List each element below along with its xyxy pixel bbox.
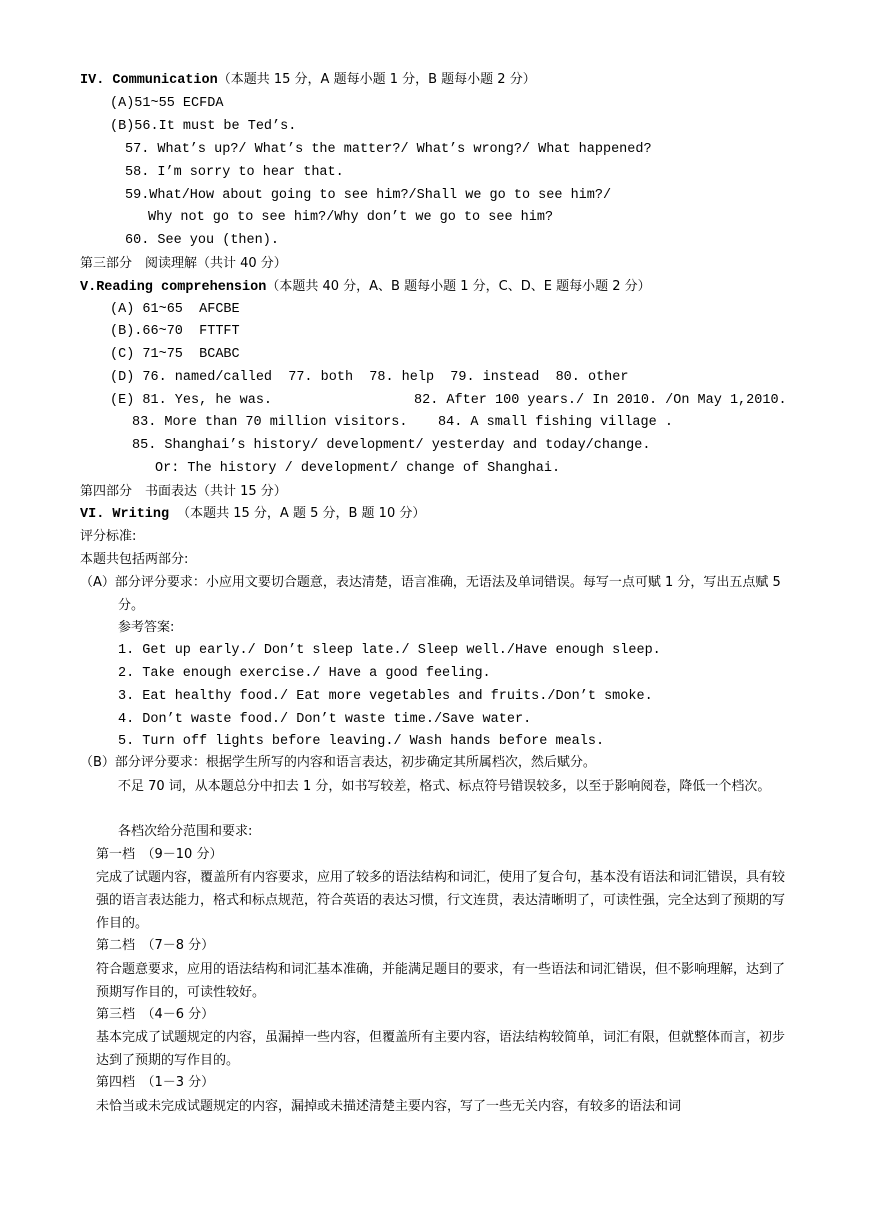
level-two-text: 符合题意要求，应用的语法结构和词汇基本准确，并能满足题目的要求，有一些语法和词汇错误，但不影响理解，达到了预期写作目的，可读性较好。	[96, 962, 786, 1000]
section-iv-heading	[80, 70, 536, 90]
reference-answer: 4. Don’t waste food./ Don’t waste time./Save water.	[118, 712, 532, 727]
answer-line: (C) 71~75 BCABC	[110, 347, 240, 362]
answer-line: 59.What/How about going to see him?/Shall we go to see him?/	[125, 188, 612, 203]
level-four-text: 未恰当或未完成试题规定的内容，漏掉或未描述清楚主要内容，写了一些无关内容，有较多的语法和词	[96, 1099, 682, 1114]
part-three-title: 第三部分 阅读理解（共计 40 分）	[80, 256, 287, 271]
section-iv-title: IV. Communication	[80, 73, 218, 88]
reference-answer: 2. Take enough exercise./ Have a good feeling.	[118, 666, 491, 681]
answer-line: 85. Shanghai’s history/ development/ yesterday and today/change.	[132, 438, 651, 453]
answer-line: Or: The history / development/ change of Shanghai.	[155, 461, 561, 476]
answer-line: (B).66~70 FTTFT	[110, 324, 240, 339]
answer-line: (A) 61~65 AFCBE	[110, 302, 240, 317]
level-one-title: 第一档 （9－10 分）	[96, 847, 223, 862]
answer-line: 60. See you (then).	[125, 233, 279, 248]
criteria-label: 评分标准:	[80, 529, 137, 544]
section-vi-note: （本题共 15 分，A 题 5 分，B 题 10 分）	[177, 506, 426, 521]
reference-answer-label: 参考答案:	[118, 620, 175, 635]
intro-text: 本题共包括两部分:	[80, 552, 189, 567]
answer-line: (E) 81. Yes, he was.	[110, 393, 273, 408]
answer-line: 82. After 100 years./ In 2010. /On May 1,2010.	[414, 393, 787, 408]
part-b-requirements: （B）部分评分要求：根据学生所写的内容和语言表达，初步确定其所属档次，然后赋分。	[80, 755, 596, 770]
section-v-title: V.Reading comprehension	[80, 280, 267, 295]
answer-line: Why not go to see him?/Why don’t we go to see him?	[148, 210, 554, 225]
part-a-requirements: （A）部分评分要求：小应用文要切合题意，表达清楚，语言准确，无语法及单词错误。每写一点可赋 1 分，写出五点赋 5 分。	[80, 575, 781, 613]
level-four-title: 第四档 （1－3 分）	[96, 1075, 215, 1090]
level-three-text: 基本完成了试题规定的内容，虽漏掉一些内容，但覆盖所有主要内容，语法结构较简单，词汇有限，但就整体而言，初步达到了预期的写作目的。	[96, 1030, 786, 1068]
section-vi-title: VI. Writing	[80, 507, 170, 522]
answer-line: (A)51~55 ECFDA	[110, 96, 224, 111]
level-one-text: 完成了试题内容，覆盖所有内容要求，应用了较多的语法结构和词汇，使用了复合句，基本没有语法和词汇错误，具有较强的语言表达能力，格式和标点规范，符合英语的表达习惯，行文连贯，表达清晰明了，可读性强，完全达到了预期的写作目的。	[96, 870, 786, 931]
answer-line: 57. What’s up?/ What’s the matter?/ What’s wrong?/ What happened?	[125, 142, 652, 157]
levels-label: 各档次给分范围和要求:	[118, 824, 253, 839]
answer-line: 58. I’m sorry to hear that.	[125, 165, 344, 180]
reference-answer: 3. Eat healthy food./ Eat more vegetables and fruits./Don’t smoke.	[118, 689, 653, 704]
section-v-heading	[80, 277, 651, 297]
answer-line: 84. A small fishing village .	[438, 415, 673, 430]
section-iv-note: （本题共 15 分，A 题每小题 1 分，B 题每小题 2 分）	[217, 72, 536, 87]
answer-line: (D) 76. named/called 77. both 78. help 79. instead 80. other	[110, 370, 629, 385]
part-b-note: 不足 70 词，从本题总分中扣去 1 分，如书写较差，格式、标点符号错误较多，以至于影响阅卷，降低一个档次。	[118, 779, 771, 794]
answer-line: (B)56.It must be Ted’s.	[110, 119, 297, 134]
level-two-title: 第二档 （7－8 分）	[96, 938, 215, 953]
answer-line: 83. More than 70 million visitors.	[132, 415, 408, 430]
section-vi-heading	[80, 504, 425, 524]
level-three-title: 第三档 （4－6 分）	[96, 1007, 215, 1022]
reference-answer: 5. Turn off lights before leaving./ Wash hands before meals.	[118, 734, 605, 749]
part-four-title: 第四部分 书面表达（共计 15 分）	[80, 484, 287, 499]
reference-answer: 1. Get up early./ Don’t sleep late./ Sleep well./Have enough sleep.	[118, 643, 661, 658]
section-v-note: （本题共 40 分，A、B 题每小题 1 分，C、D、E 题每小题 2 分）	[266, 279, 651, 294]
